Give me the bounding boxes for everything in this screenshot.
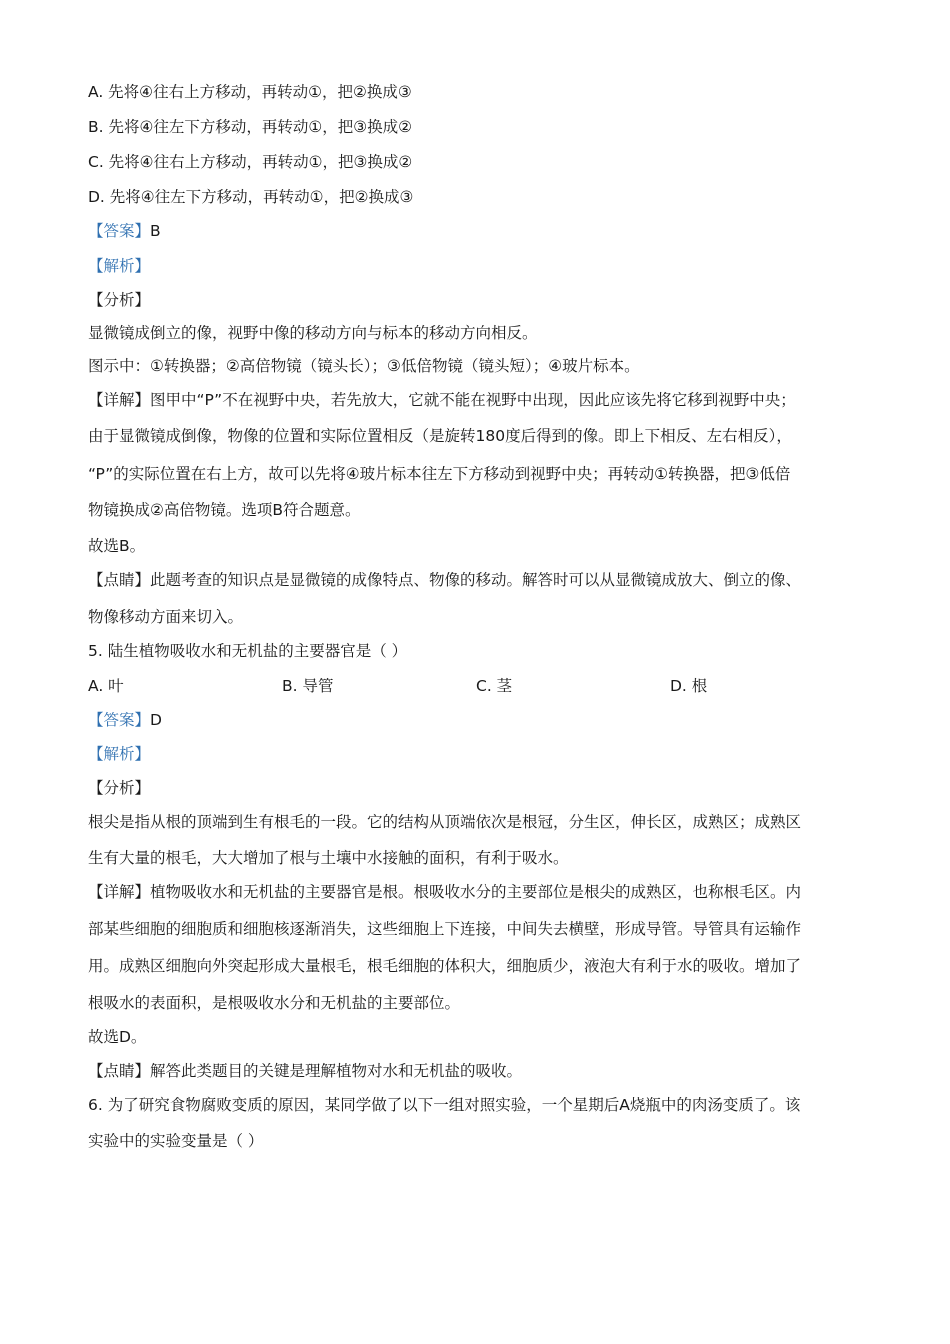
q4-jiexi-label: 【解析】 [88, 257, 151, 275]
q4-option-d: D. 先将④往左下方移动，再转动①，把②换成③ [88, 188, 414, 206]
answer-value: B [150, 222, 161, 240]
answer-value: D [150, 711, 162, 729]
q4-option-b: B. 先将④往左下方移动，再转动①，把③换成② [88, 118, 413, 136]
q4-option-c: C. 先将④往右上方移动，再转动①，把③换成② [88, 153, 413, 171]
dianjing-label: 【点睛】 [88, 571, 151, 589]
q5-stem: 5. 陆生植物吸收水和无机盐的主要器官是（ ） [88, 642, 408, 660]
q5-fenxi-line-2: 生有大量的根毛，大大增加了根与土壤中水接触的面积，有利于吸水。 [88, 849, 569, 867]
q5-answer [88, 708, 162, 730]
answer-label: 【答案】 [88, 711, 151, 729]
xiangjie-label: 【详解】 [88, 391, 151, 409]
q5-option-d: D. 根 [670, 677, 708, 695]
q4-answer [88, 219, 161, 241]
q5-dianjing [88, 1059, 522, 1081]
q5-xiangjie-line-3: 用。成熟区细胞向外突起形成大量根毛，根毛细胞的体积大，细胞质少，液泡大有利于水的吸收。增加了 [88, 957, 802, 975]
q5-option-b: B. 导管 [282, 677, 334, 695]
q5-fenxi-line-1: 根尖是指从根的顶端到生有根毛的一段。它的结构从顶端依次是根冠，分生区，伸长区，成熟区；成熟区 [88, 813, 802, 831]
q4-fenxi-line-1: 显微镜成倒立的像，视野中像的移动方向与标本的移动方向相反。 [88, 324, 538, 342]
xiangjie-text: 图甲中“P”不在视野中央，若先放大，它就不能在视野中出现，因此应该先将它移到视野中央； [150, 391, 796, 409]
xiangjie-text: 植物吸收水和无机盐的主要器官是根。根吸收水分的主要部位是根尖的成熟区，也称根毛区。内 [150, 883, 802, 901]
q5-fenxi-label: 【分析】 [88, 779, 151, 797]
q5-option-a: A. 叶 [88, 677, 124, 695]
q4-fenxi-label: 【分析】 [88, 291, 151, 309]
xiangjie-label: 【详解】 [88, 883, 151, 901]
answer-label: 【答案】 [88, 222, 151, 240]
dianjing-text: 此题考查的知识点是显微镜的成像特点、物像的移动。解答时可以从显微镜成放大、倒立的像、 [150, 571, 802, 589]
q5-xiangjie-line-4: 根吸水的表面积，是根吸收水分和无机盐的主要部位。 [88, 994, 461, 1012]
q4-guxuan: 故选B。 [88, 537, 146, 555]
q6-stem-line-1: 6. 为了研究食物腐败变质的原因，某同学做了以下一组对照实验，一个星期后A烧瓶中的肉汤变质了。该 [88, 1096, 801, 1114]
dianjing-text: 解答此类题目的关键是理解植物对水和无机盐的吸收。 [150, 1062, 523, 1080]
dianjing-label: 【点睛】 [88, 1062, 151, 1080]
q5-jiexi-label: 【解析】 [88, 745, 151, 763]
q4-xiangjie-line-2: 由于显微镜成倒像，物像的位置和实际位置相反（是旋转180度后得到的像。即上下相反、左右相反）， [88, 427, 792, 445]
q5-xiangjie-line-2: 部某些细胞的细胞质和细胞核逐渐消失，这些细胞上下连接，中间失去横壁，形成导管。导管具有运输作 [88, 920, 802, 938]
q4-option-a: A. 先将④往右上方移动，再转动①，把②换成③ [88, 83, 412, 101]
q5-xiangjie-line-1 [88, 880, 801, 902]
q4-dianjing-line-2: 物像移动方面来切入。 [88, 608, 244, 626]
q4-fenxi-line-2: 图示中：①转换器；②高倍物镜（镜头长）；③低倍物镜（镜头短）；④玻片标本。 [88, 357, 640, 375]
q5-option-c: C. 茎 [476, 677, 513, 695]
q4-xiangjie-line-1 [88, 388, 796, 410]
q4-xiangjie-line-3: “P”的实际位置在右上方，故可以先将④玻片标本往左下方移动到视野中央；再转动①转换器，把③低倍 [88, 465, 791, 483]
q6-stem-line-2: 实验中的实验变量是（ ） [88, 1132, 264, 1150]
q4-xiangjie-line-4: 物镜换成②高倍物镜。选项B符合题意。 [88, 501, 361, 519]
q4-dianjing-line-1 [88, 568, 801, 590]
q5-guxuan: 故选D。 [88, 1028, 147, 1046]
